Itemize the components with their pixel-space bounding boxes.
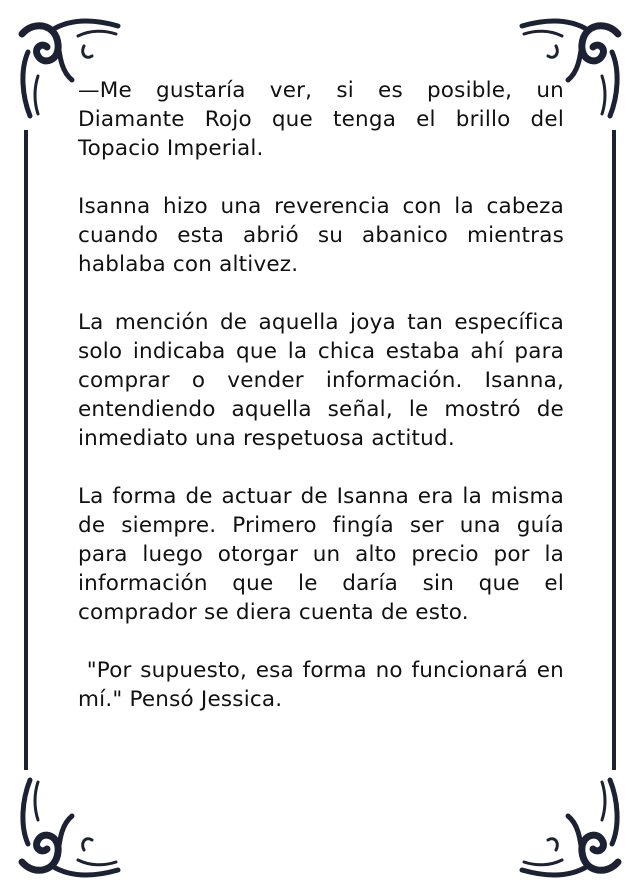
paragraph-3: La mención de aquella joya tan específica solo indicaba que la chica estaba ahí para comprar o vender información. Isanna, entendiendo aquella señal, le mostró de inmediato una respetuosa actitud.	[78, 310, 564, 451]
corner-ornament-bottom-left	[22, 780, 118, 875]
corner-ornament-bottom-right	[522, 780, 618, 875]
paragraph-5: "Por supuesto, esa forma no funcionará en mí." Pensó Jessica.	[78, 658, 572, 712]
paragraph-2: Isanna hizo una reverencia con la cabeza cuando esta abrió su abanico mientras hablaba con altivez.	[78, 194, 564, 277]
story-text	[78, 76, 572, 743]
paragraph-4: La forma de actuar de Isanna era la misma de siempre. Primero fingía ser una guía para luego otorgar un alto precio por la información que le daría sin que el comprador se diera cuenta de esto.	[78, 484, 564, 625]
paragraph-1: —Me gustaría ver, si es posible, un Diamante Rojo que tenga el brillo del Topacio Imperial.	[78, 78, 564, 161]
